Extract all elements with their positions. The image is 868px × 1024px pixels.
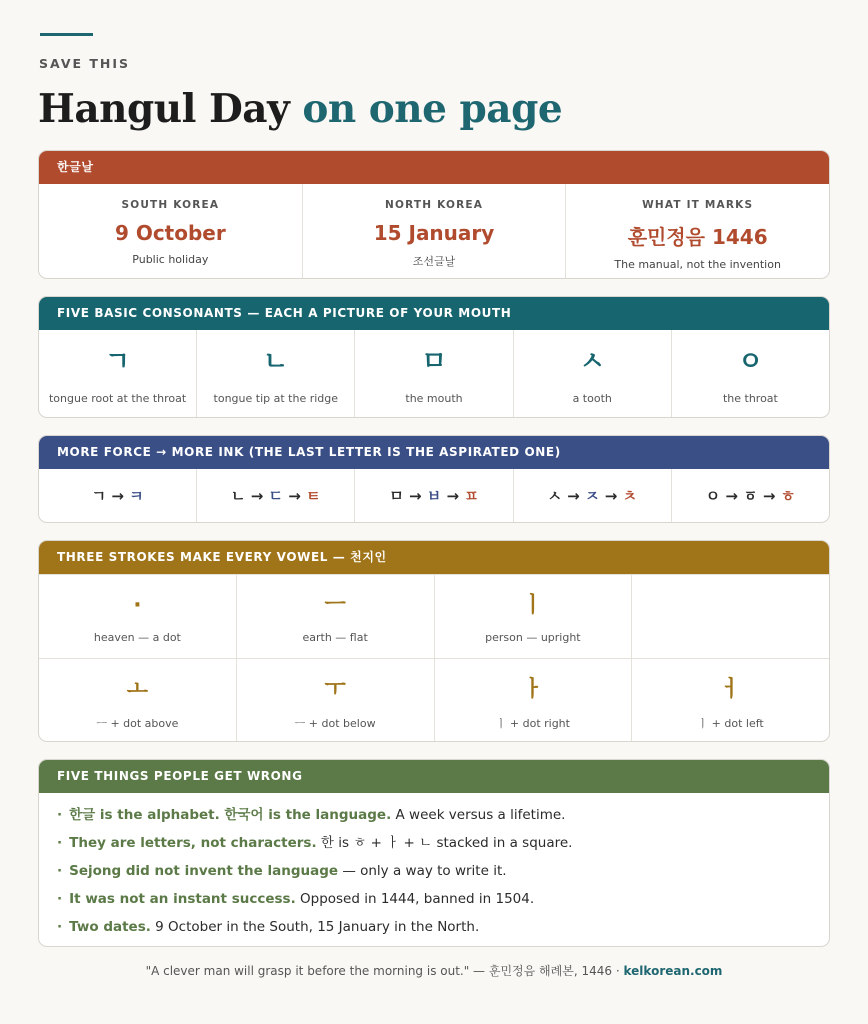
item-rest: 9 October in the South, 15 January in the North. — [150, 919, 480, 935]
force-row — [39, 469, 829, 523]
dates-card — [38, 150, 830, 279]
consonant-cell — [196, 330, 354, 418]
vowel-glyph: · — [133, 593, 142, 618]
consonant-glyph: ㄴ — [263, 347, 289, 377]
middle-letter: ㅈ — [584, 487, 600, 505]
list-item — [57, 833, 829, 861]
arrow-icon: → — [408, 487, 422, 505]
vowel-cell — [236, 659, 434, 742]
mistakes-card-title: FIVE THINGS PEOPLE GET WRONG — [39, 760, 829, 793]
vowel-caption: ㅣ + dot right — [495, 717, 570, 730]
vowels-card — [38, 540, 830, 742]
bullet-icon: · — [57, 807, 63, 823]
consonants-card — [38, 296, 830, 418]
aspirated-letter: ㅎ — [780, 487, 796, 505]
base-letter: ㅅ — [547, 487, 562, 505]
force-card-title: MORE FORCE → MORE INK (THE LAST LETTER IS THE ASPIRATED ONE) — [39, 436, 829, 469]
arrow-icon: → — [567, 487, 580, 505]
page-title — [38, 86, 562, 132]
consonant-glyph: ㅅ — [579, 347, 605, 377]
item-rest: Opposed in 1444, banned in 1504. — [295, 891, 535, 907]
vowels-row-combined — [39, 658, 829, 742]
consonant-caption: tongue root at the throat — [48, 392, 187, 405]
list-item — [57, 805, 829, 833]
base-letter: ㅇ — [705, 487, 721, 505]
vowel-caption: person — upright — [485, 631, 581, 644]
vowel-glyph — [632, 591, 829, 621]
arrow-icon: → — [446, 487, 460, 505]
arrow-icon: → — [288, 487, 301, 505]
bullet-icon: · — [57, 835, 63, 851]
top-accent-rule — [40, 33, 93, 36]
vowel-glyph: ㅣ — [522, 593, 544, 618]
consonant-glyph: ㅇ — [737, 347, 763, 377]
list-item — [57, 861, 829, 889]
item-rest: 한 is ㅎ + ㅏ + ㄴ stacked in a square. — [316, 835, 573, 851]
consonants-row — [39, 330, 829, 418]
footer-site-link[interactable]: kelkorean.com — [623, 964, 723, 978]
arrow-icon: → — [250, 487, 264, 505]
consonants-card-title: FIVE BASIC CONSONANTS — EACH A PICTURE OF YOUR MOUTH — [39, 297, 829, 330]
title-main: Hangul Day — [38, 86, 290, 132]
bullet-icon: · — [57, 863, 63, 879]
title-accent: on one page — [302, 86, 563, 132]
date-value: 9 October — [114, 221, 226, 245]
force-cell — [671, 469, 829, 523]
vowel-glyph: ㅓ — [719, 677, 742, 702]
footer-separator: · — [615, 964, 620, 978]
arrow-icon: → — [725, 487, 738, 505]
arrow-icon: → — [762, 487, 776, 505]
consonant-caption: tongue tip at the ridge — [213, 392, 339, 405]
consonant-glyph: ㅁ — [421, 347, 447, 377]
vowel-cell — [434, 575, 632, 659]
vowel-caption: ㅡ + dot above — [96, 717, 179, 730]
vowel-glyph: ㅗ — [126, 677, 148, 702]
consonant-glyph: ㄱ — [105, 347, 131, 377]
bullet-icon: · — [57, 919, 63, 935]
vowel-cell — [434, 659, 632, 742]
vowels-row-basic — [39, 574, 829, 658]
vowel-cell — [236, 575, 434, 659]
date-sub: Public holiday — [132, 253, 209, 266]
date-value: 15 January — [373, 221, 495, 245]
item-rest: — only a way to write it. — [338, 863, 507, 879]
consonant-cell — [671, 330, 829, 418]
consonant-caption: a tooth — [572, 392, 612, 405]
base-letter: ㄱ — [91, 487, 107, 505]
date-label: SOUTH KOREA — [121, 199, 220, 211]
list-item — [57, 917, 829, 945]
date-sub: The manual, not the invention — [614, 258, 781, 271]
middle-letter: ㆆ — [743, 487, 758, 505]
date-value: 훈민정음 1446 — [627, 225, 768, 249]
vowel-caption: earth — flat — [302, 631, 368, 644]
item-lead: It was not an instant success. — [69, 891, 296, 907]
dates-row — [39, 184, 829, 279]
vowel-glyph: ㅏ — [522, 677, 544, 702]
aspirated-letter: ㅋ — [129, 487, 144, 505]
footer — [0, 962, 868, 979]
consonant-caption: the throat — [722, 392, 778, 405]
vowel-cell — [631, 659, 829, 742]
item-lead: They are letters, not characters. — [69, 835, 317, 851]
date-cell-marks — [565, 184, 829, 279]
aspirated-letter: ㅌ — [306, 487, 321, 505]
force-cell — [354, 469, 512, 523]
date-cell-north — [302, 184, 566, 279]
item-lead: 한글 is the alphabet. 한국어 is the language. — [69, 807, 392, 823]
mistakes-card — [38, 759, 830, 947]
date-label: WHAT IT MARKS — [642, 199, 754, 211]
mistakes-list — [39, 793, 829, 945]
aspirated-letter: ㅍ — [464, 487, 479, 505]
item-lead: Two dates. — [69, 919, 151, 935]
vowel-caption: heaven — a dot — [93, 631, 181, 644]
aspirated-letter: ㅊ — [622, 487, 637, 505]
item-lead: Sejong did not invent the language — [69, 863, 339, 879]
eyebrow: SAVE THIS — [39, 56, 131, 71]
vowel-caption: ㅡ + dot below — [294, 717, 376, 730]
base-letter: ㅁ — [389, 487, 404, 505]
vowel-cell-empty — [631, 575, 829, 659]
item-rest: A week versus a lifetime. — [391, 807, 566, 823]
date-sub: 조선글날 — [412, 255, 456, 268]
vowel-cell — [39, 575, 236, 659]
vowels-card-title: THREE STROKES MAKE EVERY VOWEL — 천지인 — [39, 541, 829, 574]
middle-letter: ㄷ — [268, 487, 284, 505]
date-cell-south — [39, 184, 302, 279]
date-label: NORTH KOREA — [384, 199, 484, 211]
base-letter: ㄴ — [231, 487, 246, 505]
consonant-cell — [513, 330, 671, 418]
bullet-icon: · — [57, 891, 63, 907]
footer-quote: "A clever man will grasp it before the morning is out." — 훈민정음 해례본, 1446 — [145, 964, 613, 978]
vowel-cell — [39, 659, 236, 742]
consonant-caption: the mouth — [405, 392, 463, 405]
list-item — [57, 889, 829, 917]
force-cell — [39, 469, 196, 523]
vowel-caption: ㅣ + dot left — [697, 717, 764, 730]
vowel-glyph: ㅜ — [324, 677, 346, 702]
force-cell — [196, 469, 354, 523]
dates-card-title: 한글날 — [39, 151, 829, 184]
middle-letter: ㅂ — [426, 487, 442, 505]
arrow-icon: → — [111, 487, 124, 505]
force-card — [38, 435, 830, 523]
force-cell — [513, 469, 671, 523]
consonant-cell — [39, 330, 196, 418]
consonant-cell — [354, 330, 512, 418]
vowel-glyph: ㅡ — [324, 593, 346, 618]
arrow-icon: → — [604, 487, 618, 505]
